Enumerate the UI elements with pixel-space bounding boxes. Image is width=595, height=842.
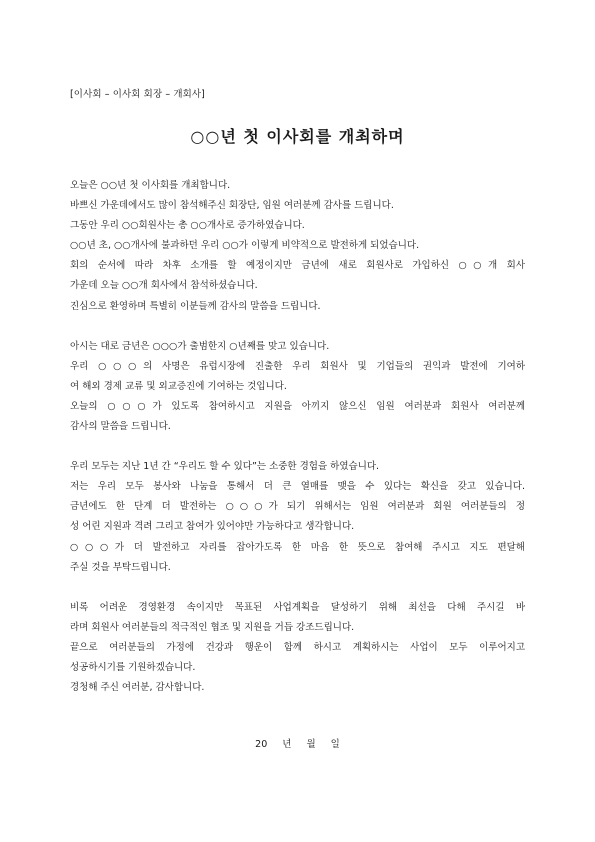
text-line: 성 어린 지원과 격려 그리고 참여가 있어야만 가능하다고 생각합니다. [70,521,355,533]
text-line: ○○○가 더 발전하고 자리를 잡아가도록 한 마음 한 뜻으로 참여해 주시고 지도 편달해 [70,541,525,553]
paragraph [70,457,525,578]
text-line: 주실 것을 부탁드립니다. [70,561,171,573]
date-line: 20 년 월 일 [255,739,340,750]
text-line: 우리 모두는 지난 1년 간 “우리도 할 수 있다”는 소중한 경험을 하였습니다. [70,461,380,473]
text-line: 우리 ○○○의 사명은 유럽시장에 진출한 우리 회원사 및 기업들의 권익과 발전에 기여하 [70,360,525,372]
text-line: 가운데 오늘 ○○개 회사에서 참석하셨습니다. [70,280,258,292]
document-body [70,176,525,698]
text-line: 그동안 우리 ○○회원사는 총 ○○개사로 증가하였습니다. [70,220,305,232]
text-line: 성공하시기를 기원하겠습니다. [70,661,196,673]
category-tag: [이사회 – 이사회 회장 – 개회사] [70,89,205,100]
text-line: 오늘은 ○○년 첫 이사회를 개최합니다. [70,180,231,191]
text-line: 바쁘신 가운데에서도 많이 참석해주신 회장단, 임원 여러분께 감사를 드립니다. [70,200,394,212]
text-line: 여 해외 경제 교류 및 외교증진에 기여하는 것입니다. [70,380,287,392]
paragraph [70,598,525,698]
text-line: 진심으로 환영하며 특별히 이분들께 감사의 말씀을 드립니다. [70,300,321,312]
text-line: 아시는 대로 금년은 ○○○가 출범한지 ○년째를 맞고 있습니다. [70,340,330,352]
text-line: 감사의 말씀을 드립니다. [70,421,171,433]
text-line: 경청해 주신 여러분, 감사합니다. [70,682,205,694]
text-line: 끝으로 여러분들의 가정에 건강과 행운이 함께 하시고 계획하시는 사업이 모두 이루어지고 [70,641,525,653]
text-line: 비록 어려운 경영환경 속이지만 목표된 사업계획을 달성하기 위해 최선을 다해 주시길 바 [70,601,525,613]
text-line: 저는 우리 모두 봉사와 나눔을 통해서 더 큰 열매를 맺을 수 있다는 확신을 갖고 있습니다. [70,481,525,493]
text-line: 라며 회원사 여러분들의 적극적인 협조 및 지원을 거듭 강조드립니다. [70,621,355,633]
text-line: 회의 순서에 따라 차후 소개를 할 예정이지만 금년에 새로 회원사로 가입하신 ○○개 회사 [70,260,525,272]
paragraph [70,176,525,317]
text-line: ○○년 초, ○○개사에 불과하던 우리 ○○가 이렇게 비약적으로 발전하게 되었습니다. [70,240,420,252]
document-title: ○○년 첫 이사회를 개최하며 [190,127,405,146]
text-line: 금년에도 한 단계 더 발전하는 ○○○가 되기 위해서는 임원 여러분과 회원 여러분들의 정 [70,501,525,513]
paragraph [70,337,525,437]
text-line: 오늘의 ○○○가 있도록 참여하시고 지원을 아끼지 않으신 임원 여러분과 회원사 여러분께 [70,400,525,412]
